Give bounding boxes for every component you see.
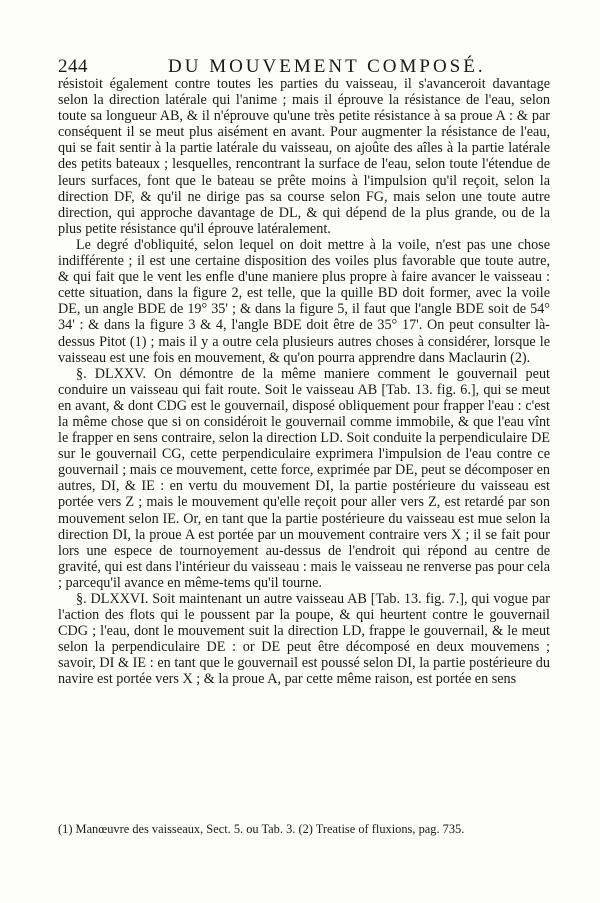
page-number: 244	[58, 56, 88, 77]
paragraph-section-576: §. DLXXVI. Soit maintenant un autre vaisseau AB [Tab. 13. fig. 7.], qui vogue par l'action des flots qui le poussent par la poupe, & qui heurtent contre le gouvernail CDG ; l'eau, dont le mouvement suit la direction LD, frappe le gouvernail, & le meut selon la perpendiculaire DE : or DE peut être décomposé en deux mouvemens ; savoir, DI & IE : en tant que le gouvernail est poussé selon DI, la partie postérieure du navire est portée vers X ; & la proue A, par cette même raison, est portée en sens	[58, 591, 550, 688]
paragraph-section-575: §. DLXXV. On démontre de la même maniere comment le gouvernail peut conduire un vaisseau qui fait route. Soit le vaisseau AB [Tab. 13. fig. 6.], qui se meut en avant, & dont CDG est le gouvernail, disposé obliquement pour frapper l'eau : c'est la même chose que si on considéroit le gouvernail comme immobile, & que l'eau vînt le frapper en sens contraire, selon la direction LD. Soit conduite la perpendiculaire DE sur le gouvernail CG, cette perpendiculaire exprimera l'impulsion de l'eau contre ce gouvernail ; mais ce mouvement, cette force, exprimée par DE, peut se décomposer en autres, DI, & IE : en vertu du mouvement DI, la partie postérieure du vaisseau est portée vers Z ; mais le mouvement qu'elle reçoit pour aller vers Z, est retardé par son mouvement selon IE. Or, en tant que la partie postérieure du vaisseau est mue selon la direction DI, la proue A est portée par un mouvement contraire vers X ; il se fait pour lors une espece de tournoyement au-dessus de l'endroit qui répond au centre de gravité, qui est dans l'intérieur du vaisseau : mais le vaisseau ne renverse pas pour cela ; parcequ'il avance en même-tems qu'il tourne.	[58, 365, 550, 591]
paragraph-sail-angle: Le degré d'obliquité, selon lequel on doit mettre à la voile, n'est pas une chose indifférente ; il est une certaine disposition des voiles plus favorable que toute autre, & qui fait que le vent les enfle d'une maniere plus propre à faire avancer le vaisseau : cette situation, dans la figure 2, est telle, que la quille BD doit former, avec la voile DE, un angle BDE de 19° 35' ; & dans la figure 5, il faut que l'angle BDE soit de 54° 34' : & dans la figure 3 & 4, l'angle BDE doit être de 35° 17'. On peut consulter là-dessus Pitot (1) ; mais il y a outre cela plusieurs autres choses à considérer, lorsque le vaisseau est une fois en mouvement, & qu'on pourra apprendre dans Maclaurin (2).	[58, 236, 550, 366]
running-head: DU MOUVEMENT COMPOSÉ.	[168, 56, 486, 77]
body-text	[58, 76, 550, 688]
footnotes: (1) Manœuvre des vaisseaux, Sect. 5. ou Tab. 3. (2) Treatise of fluxions, pag. 735.	[58, 822, 465, 836]
paragraph-continuation: résistoit également contre toutes les parties du vaisseau, il s'avanceroit davantage selon la direction latérale qui l'anime ; mais il éprouve la résistance de l'eau, selon toute sa longueur AB, & il n'éprouve qu'une très petite résistance à sa proue A : & par conséquent il se meut plus aisément en avant. Pour augmenter la résistance de l'eau, qui se fait sentir à la partie latérale du vaisseau, on ajoûte des aîles à la partie latérale des petits bateaux ; lesquelles, rencontrant la surface de l'eau, selon toute l'étendue de leurs surfaces, font que le bateau se prête moins à l'impulsion qu'il reçoit, selon la direction DF, & qu'il ne dirige pas sa course selon FG, mais selon une toute autre direction, qui approche davantage de DL, & qui dépend de la plus grande, ou de la plus petite résistance qu'il éprouve latéralement.	[58, 76, 550, 237]
